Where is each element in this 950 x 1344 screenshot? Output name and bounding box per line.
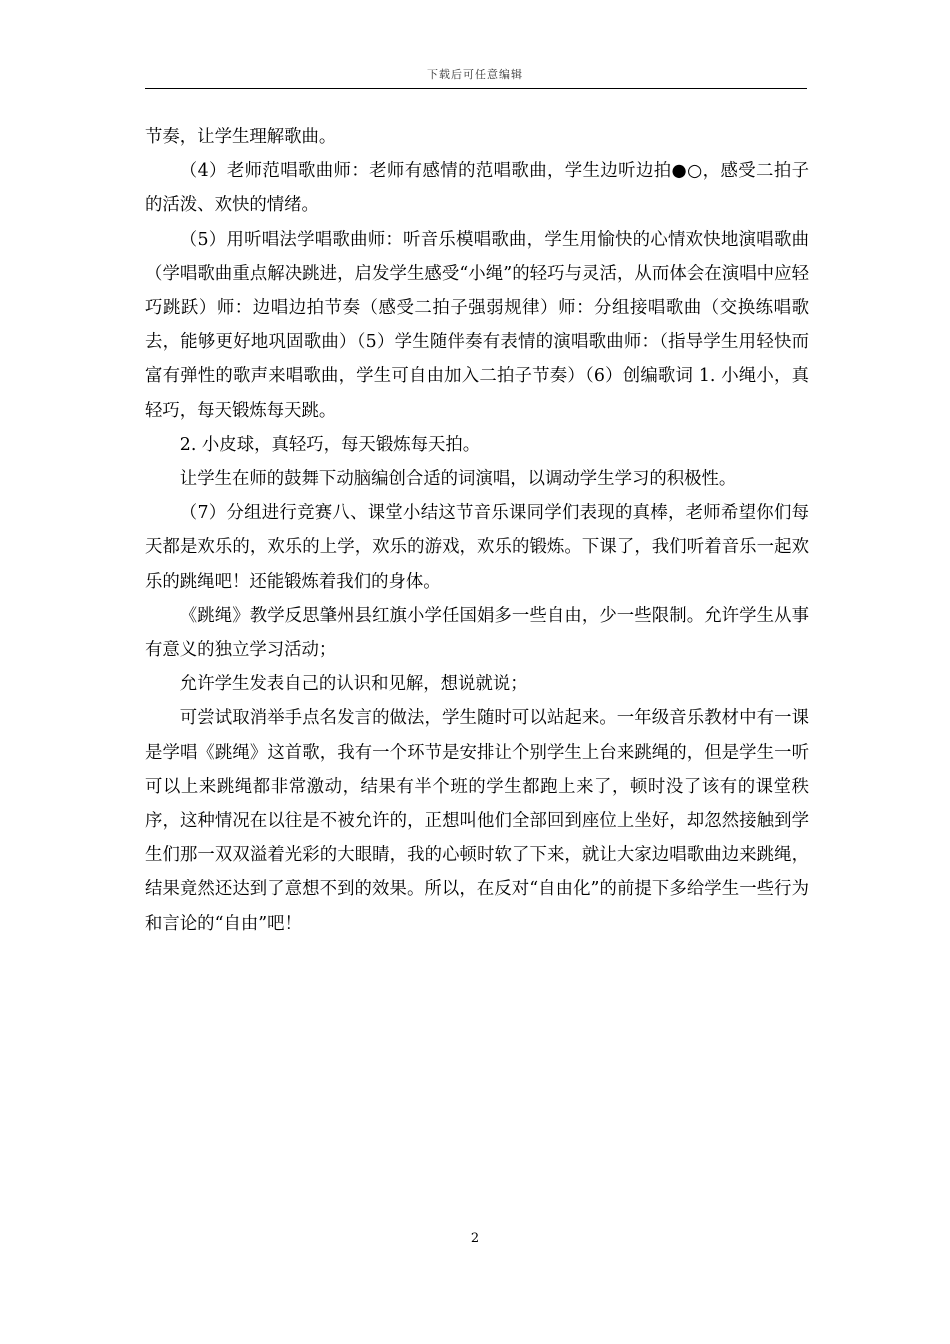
paragraph: 可尝试取消举手点名发言的做法，学生随时可以站起来。一年级音乐教材中有一课是学唱《跳绳》这首歌，我有一个环节是安排让个别学生上台来跳绳的，但是学生一听可以上来跳绳都非常激动，结果有半个班的学生都跑上来了，顿时没了该有的课堂秩序，这种情况在以往是不被允许的，正想叫他们全部回到座位上坐好，却忽然接触到学生们那一双双溢着光彩的大眼睛，我的心顿时软了下来，就让大家边唱歌曲边来跳绳，结果竟然还达到了意想不到的效果。所以，在反对“自由化”的前提下多给学生一些行为和言论的“自由”吧！: [145, 708, 809, 934]
paragraph: （4）老师范唱歌曲师：老师有感情的范唱歌曲，学生边听边拍●○，感受二拍子的活泼、欢快的情绪。: [145, 161, 809, 216]
paragraph: 允许学生发表自己的认识和见解，想说就说；: [179, 674, 528, 695]
document-body: [145, 120, 809, 941]
header-divider: [145, 88, 807, 89]
paragraph: 节奏，让学生理解歌曲。: [145, 127, 337, 147]
paragraph: 《跳绳》教学反思肇州县红旗小学任国娟多一些自由，少一些限制。允许学生从事有意义的独立学习活动；: [145, 605, 809, 661]
paragraph: 让学生在师的鼓舞下动脑编创合适的词演唱，以调动学生学习的积极性。: [179, 469, 737, 490]
paragraph: 2. 小皮球，真轻巧，每天锻炼每天拍。: [179, 434, 481, 455]
page-header: 下载后可任意编辑: [427, 68, 523, 81]
paragraph: （5）用听唱法学唱歌曲师：听音乐模唱歌曲，学生用愉快的心情欢快地演唱歌曲（学唱歌曲重点解决跳进，启发学生感受“小绳”的轻巧与灵活，从而体会在演唱中应轻巧跳跃）师：边唱边拍节奏（感受二拍子强弱规律）师：分组接唱歌曲（交换练唱歌去，能够更好地巩固歌曲）（5）学生随伴奏有表情的演唱歌曲师：（指导学生用轻快而富有弹性的歌声来唱歌曲，学生可自由加入二拍子节奏）（6）创编歌词 1. 小绳小，真轻巧，每天锻炼每天跳。: [145, 229, 809, 421]
paragraph: （7）分组进行竞赛八、课堂小结这节音乐课同学们表现的真棒，老师希望你们每天都是欢乐的，欢乐的上学，欢乐的游戏，欢乐的锻炼。下课了，我们听着音乐一起欢乐的跳绳吧！还能锻炼着我们的身体。: [145, 503, 809, 592]
page-number: 2: [470, 1231, 480, 1246]
